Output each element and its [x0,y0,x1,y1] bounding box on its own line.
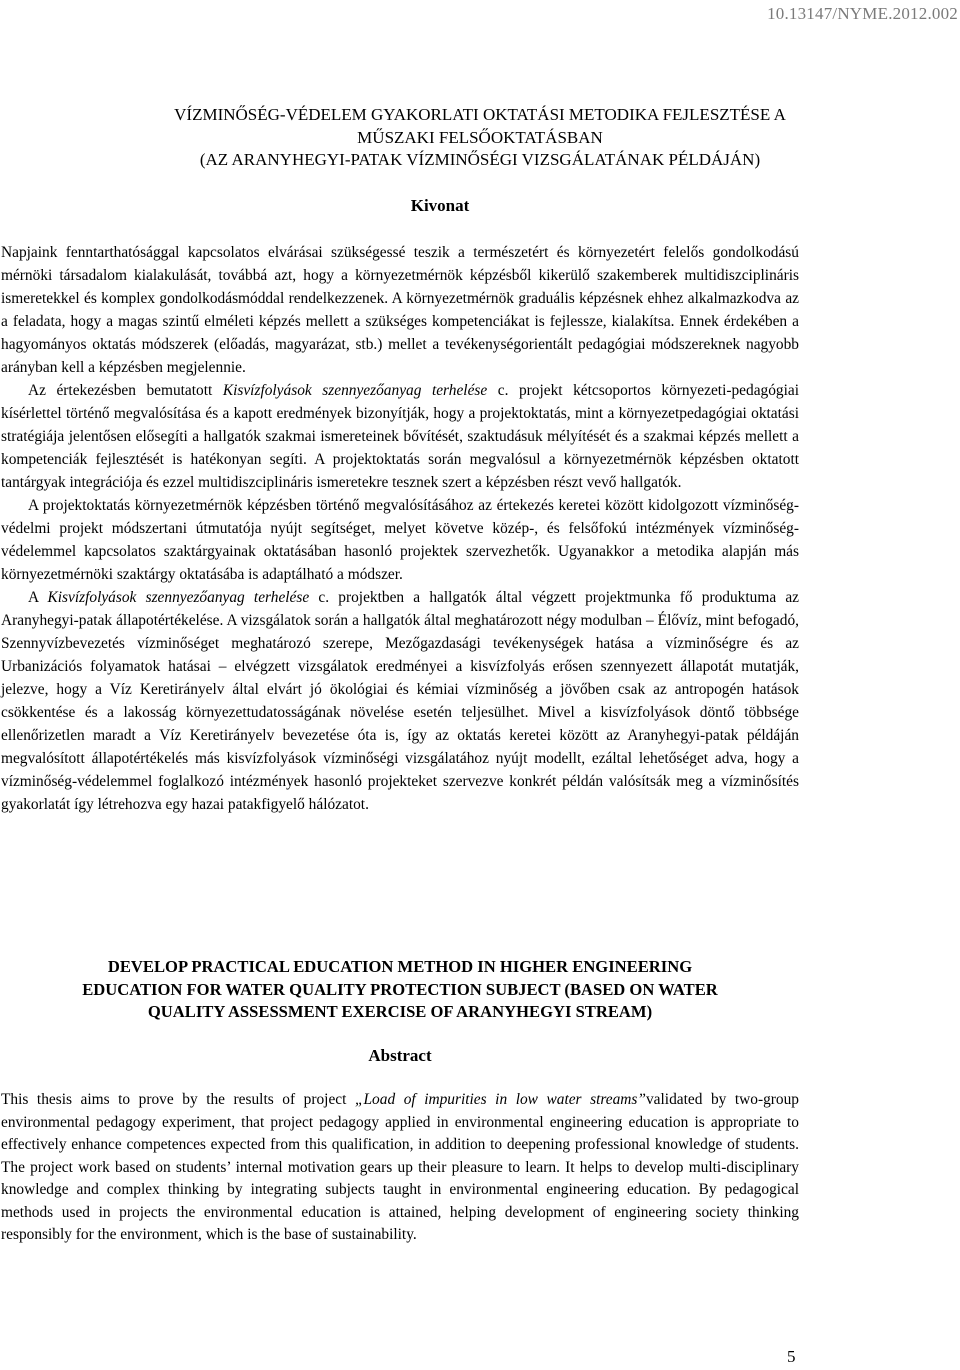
hungarian-paragraph-3: A projektoktatás környezetmérnök képzésben történő megvalósításához az értekezés keretei között kidolgozott vízminőség-védelmi projekt módszertani útmutatója nyújt segítséget, melyet követve közép-, és felsőfokú intézmények vízminőség-védelemmel kapcsolatos szaktárgyainak oktatásában hasonló projektek szervezhetők. Ugyanakkor a metodika alapján más környezetmérnöki szaktárgy oktatásába is adaptálható a módszer. [1,497,799,583]
p4-text-after: c. projektben a hallgatók által végzett projektmunka fő produktuma az Aranyhegyi-patak állapotértékelése. A vizsgálatok során a hallgatók által meghatározott négy modulban – Élővíz, mint befogadó, Szennyvízbevezetés vízminőséget meghatározó szerepe, Mezőgazdasági tevékenységek hatása a vízminőségre és az Urbanizációs folyamatok hatásai – elvégzett vizsgálatok eredményei a kisvízfolyás erősen szennyezett állapotát mutatják, jelezve, hogy a Víz Keretirányelv által elvárt jó ökológiai és kémiai vízminőség a jövőben csak az antropogén hatások csökkentése és a lakosság környezettudatosságának növelése esetén teljesülhet. Mivel a kisvízfolyások döntő többsége ellenőrizetlen maradt a Víz Keretirányelv bevezetése óta is, így az oktatás keretei között az Aranyhegyi-patak példáján megvalósított állapotértékelés más kisvízfolyások vízminőségi vizsgálatához nyújt modellt, ezáltal lehetőséget adva, hogy a vízminőség-védelemmel foglalkozó intézmények hasonló projekteket szervezve konkrét példán valósítsák meg a vízminősítés gyakorlatát így létrehozva egy hazai patakfigyelő hálózatot. [1,589,800,813]
hungarian-title-line-1: VÍZMINŐSÉG-VÉDELEM GYAKORLATI OKTATÁSI METODIKA FEJLESZTÉSE A [174,105,786,124]
page-number: 5 [787,1347,796,1366]
english-abstract-body [1,1089,799,1247]
english-title-line-2: EDUCATION FOR WATER QUALITY PROTECTION SUBJECT (BASED ON WATER [82,979,718,999]
hungarian-paragraph-2 [1,379,799,494]
hungarian-paragraph-1: Napjaink fenntarthatósággal kapcsolatos elvárásai szükségessé teszik a természetért és környezetért felelős gondolkodású mérnöki társadalom kialakulását, továbbá azt, hogy a környezetmérnök képzésből kikerülő szakemberek multidiszciplináris ismeretekkel és komplex gondolkodásmóddal rendelkezzenek. A környezetmérnök graduális képzésnek ehhez alkalmazkodva az a feladata, hogy a magas szintű elméleti képzés mellett a szükséges kompetenciákat is fejlessze, kialakítsa. Ennek érdekében a hagyományos oktatás módszerek (előadás, magyarázat, stb.) mellet a tevékenységorientált pedagógiai módszereknek nagyobb arányban kell a képzésben megjelennie. [1,244,799,376]
hungarian-title-line-2: MŰSZAKI FELSŐOKTATÁSBAN [357,127,603,147]
abstract-heading: Abstract [368,1046,432,1065]
english-title-line-1: DEVELOP PRACTICAL EDUCATION METHOD IN HIGHER ENGINEERING [107,957,693,976]
kivonat-heading: Kivonat [410,196,470,215]
p2-project-title: Kisvízfolyások szennyezőanyag terhelése [222,382,488,399]
hungarian-title [0,104,960,172]
hungarian-paragraph-4 [1,586,799,816]
abstract-project-title: „Load of impurities in low water streams” [354,1091,646,1108]
abstract-text-after: validated by two-group environmental pedagogy experiment, that project pedagogy applied in environmental engineering education is appropriate to effectively enhance competences expected from this qualification, in addition to deepening professional knowledge of students. The project work based on students’ internal motivation gears up their pleasure to learn. It helps to develop multi-disciplinary knowledge and complex thinking by integrating subjects taught in environmental engineering education. By pedagogical methods used in projects the environmental education is attained, helping development of engineering society thinking responsibly for the environment, which is the base of sustainability. [1,1091,799,1243]
english-title-line-3: QUALITY ASSESSMENT EXERCISE OF ARANYHEGYI STREAM) [147,1002,653,1021]
p2-text-after: c. projekt kétcsoportos környezeti-pedagógiai kísérlettel történő megvalósítása és a kapott eredmények bizonyítják, hogy a projektoktatás, mint a környezetpedagógiai oktatási stratégiája jelentősen elősegíti a hallgatók szakmai ismereteinek bővítését, szaktudásuk mélyítését és a szakmai képzés mellett a kompetenciák fejlesztését is hatékonyan segíti. A projektoktatás során megvalósul a környezetmérnök képzésben oktatott tantárgyak integrációja és ezzel multidiszciplináris ismeretekre tesznek szert a képzésben részt vevő hallgatók. [1,382,799,491]
hungarian-abstract-body [1,241,799,816]
hungarian-title-line-3: (AZ ARANYHEGYI-PATAK VÍZMINŐSÉGI VIZSGÁLATÁNAK PÉLDÁJÁN) [199,150,761,169]
english-title [0,956,800,1024]
doi-header: 10.13147/NYME.2012.002 [767,4,958,23]
p4-project-title: Kisvízfolyások szennyezőanyag terhelése [47,589,310,606]
english-paragraph [1,1089,799,1247]
p2-text-before: Az értekezésben bemutatott [28,382,223,399]
abstract-text-before: This thesis aims to prove by the results of project [1,1091,355,1108]
p4-text-before: A [28,589,48,606]
